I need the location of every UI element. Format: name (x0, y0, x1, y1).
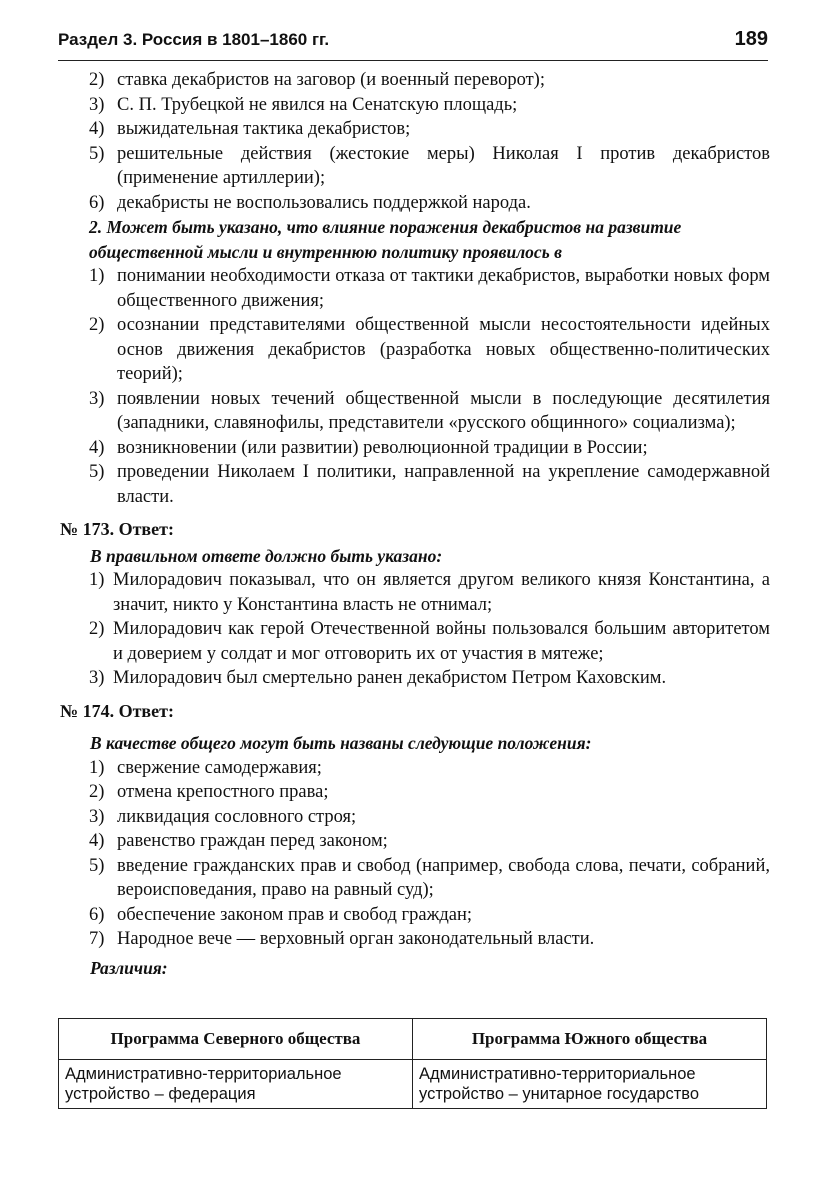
running-header (58, 28, 768, 61)
page-body (60, 68, 770, 980)
list-item (60, 568, 770, 617)
list-item (60, 93, 770, 118)
list-item (60, 805, 770, 830)
item-number: 3) (89, 806, 105, 827)
differences-label: Различия: (90, 957, 168, 978)
list-item (60, 313, 770, 387)
task-174-subtitle: В качестве общего могут быть названы следующие положения: (90, 733, 592, 753)
point2-lead: 2. Может быть указано, что влияние поражения декабристов на развитие общественной мысли и внутреннюю политику проявилось в (89, 217, 682, 262)
item-text: Милорадович как герой Отечественной войны пользовался большим авторитетом и доверием у солдат и мог отговорить их от участия в мятеже; (113, 619, 770, 664)
item-text: Милорадович был смертельно ранен декабристом Петром Каховским. (113, 668, 667, 688)
item-text: решительные действия (жестокие меры) Николая I против декабристов (применение артиллерии); (117, 143, 770, 188)
list-item (60, 617, 770, 666)
item-text: понимании необходимости отказа от тактики декабристов, выработки новых форм общественного движения; (117, 266, 770, 311)
list-item (60, 903, 770, 928)
list-task-173 (60, 568, 770, 691)
item-number: 4) (89, 831, 105, 851)
list-item (60, 387, 770, 436)
list-item (60, 460, 770, 509)
task-173-subtitle: В правильном ответе должно быть указано: (90, 545, 443, 566)
table-header-south: Программа Южного общества (413, 1019, 767, 1060)
list-item (60, 142, 770, 191)
list-influence (60, 264, 770, 509)
table-cell: Административно-территориальное устройство – унитарное государство (413, 1060, 767, 1109)
list-item (60, 854, 770, 903)
item-number: 5) (89, 143, 105, 164)
list-item (60, 829, 770, 854)
item-number: 4) (89, 119, 105, 139)
item-text: обеспечение законом прав и свобод граждан; (117, 904, 473, 925)
item-text: равенство граждан перед законом; (117, 831, 388, 851)
item-number: 6) (89, 904, 105, 925)
item-number: 3) (89, 94, 105, 115)
item-text: появлении новых течений общественной мысли в последующие десятилетия (западники, славянофилы, представители «русского общинного» социализма); (117, 388, 770, 433)
item-text: возникновении (или развитии) революционной традиции в России; (117, 437, 648, 458)
item-number: 3) (89, 388, 105, 409)
list-item (60, 927, 770, 952)
item-number: 1) (89, 266, 105, 286)
item-text: введение гражданских прав и свобод (например, свобода слова, печати, собраний, вероисповедания, право на равный суд); (117, 855, 770, 900)
item-number: 6) (89, 192, 105, 213)
list-reasons-defeat (60, 68, 770, 215)
item-number: 4) (89, 437, 105, 458)
item-text: Народное вече — верховный орган законодательный власти. (117, 929, 595, 949)
item-number: 2) (89, 315, 105, 335)
list-item (60, 756, 770, 781)
table-cell: Административно-территориальное устройство – федерация (59, 1060, 413, 1109)
item-text: С. П. Трубецкой не явился на Сенатскую площадь; (117, 94, 518, 115)
section-title: Раздел 3. Россия в 1801–1860 гг. (58, 30, 330, 49)
item-number: 5) (89, 462, 105, 482)
table-header-north: Программа Северного общества (59, 1019, 413, 1060)
item-number: 7) (89, 929, 105, 949)
item-text: свержение самодержавия; (117, 757, 322, 778)
list-item (60, 68, 770, 93)
table-row (59, 1060, 767, 1109)
item-number: 1) (89, 570, 105, 590)
item-text: осознании представителями общественной мысли несостоятельности идейных основ движения декабристов (разработка новых общественно-политических теорий); (117, 315, 770, 384)
item-text: ставка декабристов на заговор (и военный переворот); (117, 70, 545, 90)
item-number: 2) (89, 70, 105, 90)
list-item (60, 191, 770, 216)
task-173-title: № 173. Ответ: (60, 519, 174, 539)
list-item (60, 780, 770, 805)
item-text: проведении Николаем I политики, направленной на укрепление самодержавной власти. (117, 462, 770, 507)
item-text: отмена крепостного права; (117, 782, 329, 802)
item-number: 1) (89, 757, 105, 778)
table-header-row (59, 1019, 767, 1060)
item-text: выжидательная тактика декабристов; (117, 119, 411, 139)
page-number: 189 (734, 28, 768, 50)
list-item (60, 436, 770, 461)
list-task-174 (60, 756, 770, 952)
list-item (60, 117, 770, 142)
item-text: декабристы не воспользовались поддержкой народа. (117, 192, 531, 213)
item-text: Милорадович показывал, что он является другом великого князя Константина, а значит, никто у Константина власть не отнимал; (113, 570, 770, 615)
item-text: ликвидация сословного строя; (117, 806, 357, 827)
item-number: 5) (89, 855, 105, 876)
task-174-title: № 174. Ответ: (60, 700, 174, 721)
item-number: 3) (89, 668, 105, 688)
item-number: 2) (89, 782, 105, 802)
item-number: 2) (89, 619, 105, 639)
list-item (60, 264, 770, 313)
comparison-table (58, 1018, 767, 1109)
list-item (60, 666, 770, 691)
